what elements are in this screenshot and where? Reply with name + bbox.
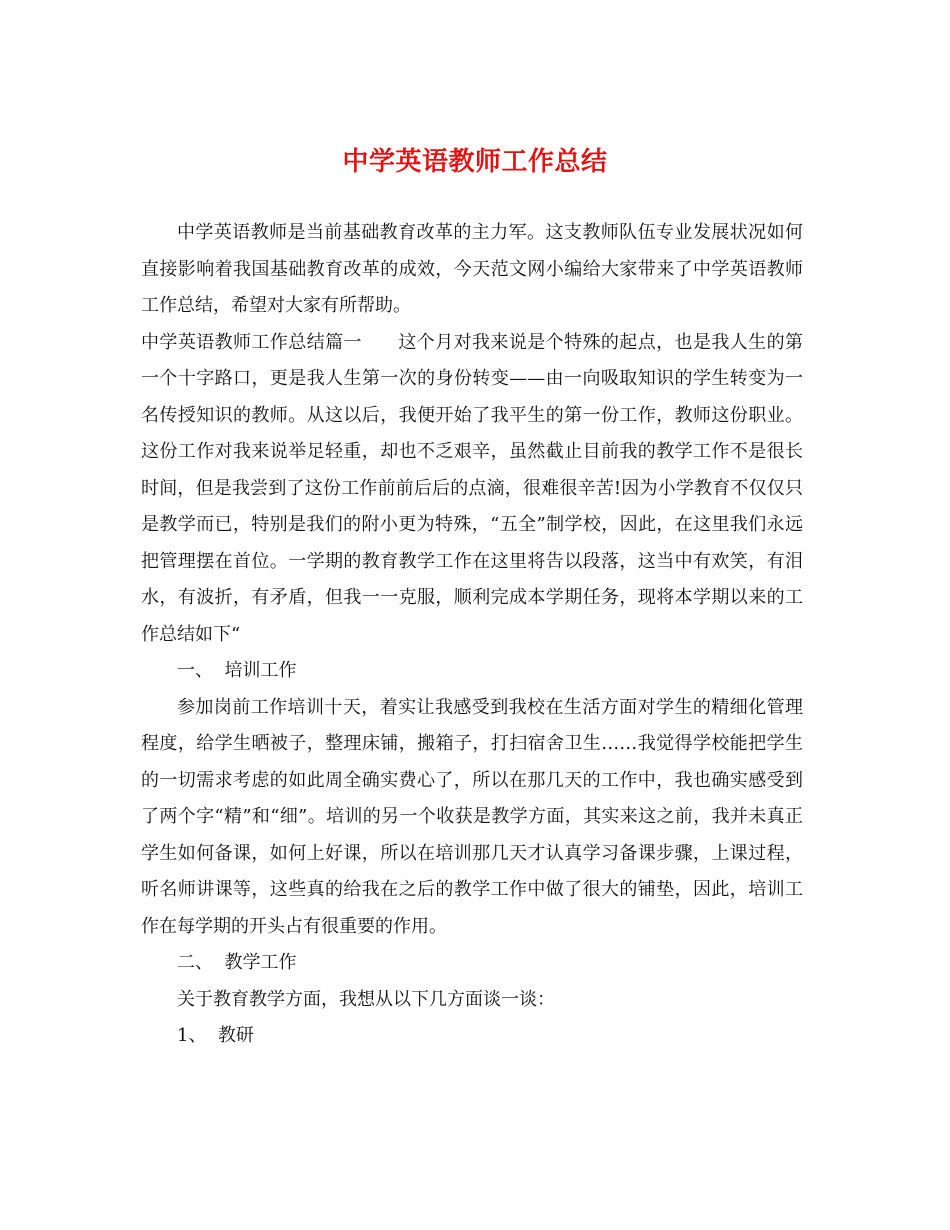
document-title: 中学英语教师工作总结: [342, 147, 608, 177]
part-one-paragraph: [141, 325, 803, 654]
subsection-heading-research: 1、 教研: [177, 1025, 254, 1046]
section-heading-training: 一、 培训工作: [177, 660, 297, 681]
part-label: 中学英语教师工作总结篇一: [141, 331, 362, 353]
section-heading-teaching: 二、 教学工作: [177, 952, 297, 973]
document-body: [141, 215, 803, 1055]
teaching-paragraph: 关于教育教学方面，我想从以下几方面谈一谈：: [177, 988, 555, 1010]
part-one-text: 这个月对我来说是个特殊的起点，也是我人生的第一个十字路口，更是我人生第一次的身份转变——由一向吸取知识的学生转变为一名传授知识的教师。从这以后，我便开始了我平生的第一份工作，教师这份职业。这份工作对我来说举足轻重，却也不乏艰辛，虽然截止目前我的教学工作不是很长时间，但是我尝到了这份工作前前后后的点滴，很难很辛苦!因为小学教育不仅仅只是教学而已，特别是我们的附小更为特殊，“五全”制学校，因此，在这里我们永远把管理摆在首位。一学期的教育教学工作在这里将告以段落，这当中有欢笑，有泪水，有波折，有矛盾，但我一一克服，顺利完成本学期任务，现将本学期以来的工作总结如下“: [141, 331, 804, 645]
training-paragraph: 参加岗前工作培训十天，着实让我感受到我校在生活方面对学生的精细化管理程度，给学生晒被子，整理床铺，搬箱子，打扫宿舍卫生……我觉得学校能把学生的一切需求考虑的如此周全确实费心了，所以在那几天的工作中，我也确实感受到了两个字“精”和“细”。培训的另一个收获是教学方面，其实来这之前，我并未真正学生如何备课，如何上好课，所以在培训那几天才认真学习备课步骤，上课过程，听名师讲课等，这些真的给我在之后的教学工作中做了很大的铺垫，因此，培训工作在每学期的开头占有很重要的作用。: [141, 696, 803, 937]
intro-paragraph: 中学英语教师是当前基础教育改革的主力军。这支教师队伍专业发展状况如何直接影响着我国基础教育改革的成效，今天范文网小编给大家带来了中学英语教师工作总结，希望对大家有所帮助。: [141, 222, 803, 316]
